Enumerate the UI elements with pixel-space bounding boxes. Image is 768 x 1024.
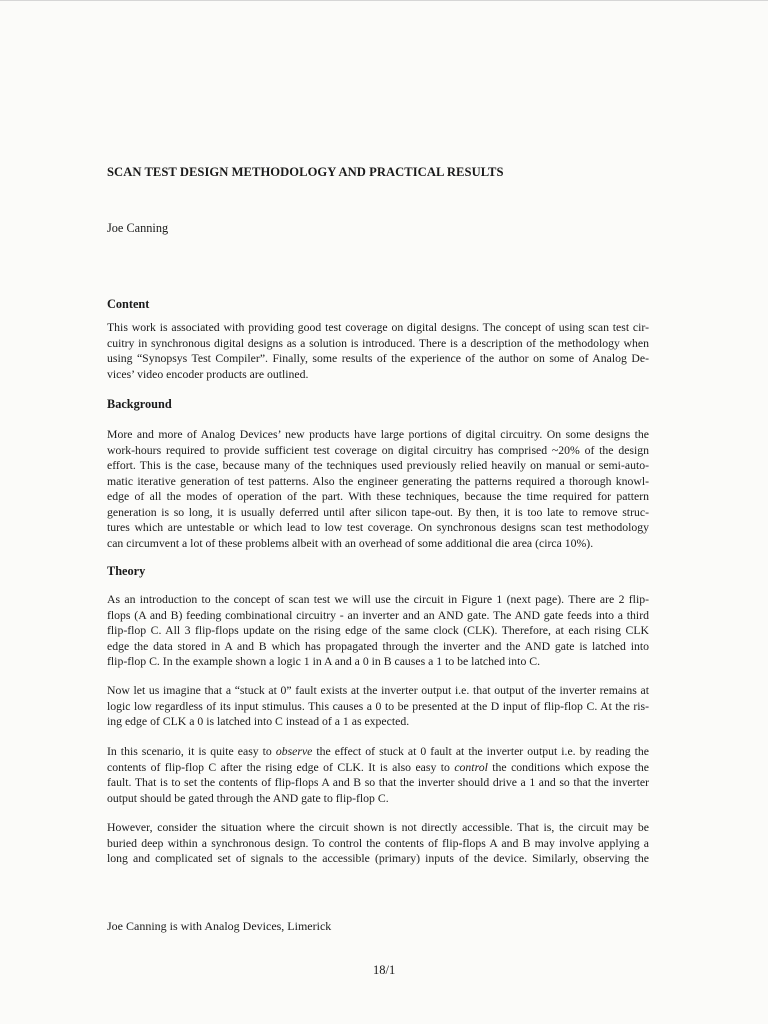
theory-paragraph-1 — [107, 592, 649, 670]
author-affiliation-footnote: Joe Canning is with Analog Devices, Limerick — [107, 919, 332, 933]
text-line: vices’ video encoder products are outlined. — [107, 367, 309, 381]
text-line: using “Synopsys Test Compiler”. Finally, some results of the experience of the author on some of Analog De- — [107, 352, 649, 365]
text-line: More and more of Analog Devices’ new products have large portions of digital circuitry. On some designs the — [107, 428, 649, 441]
text-line: As an introduction to the concept of scan test we will use the circuit in Figure 1 (next page). There are 2 flip- — [107, 593, 649, 606]
text-line — [107, 744, 649, 760]
text-line: flip-flop C. In the example shown a logic 1 in A and a 0 in B causes a 1 to be latched into C. — [107, 655, 541, 668]
text-line: edge of all the modes of operation of the part. With these techniques, because the time required for pattern — [107, 490, 649, 503]
text-line: flops (A and B) feeding combinational circuitry - an inverter and an AND gate. The AND gate feeds into a third — [107, 608, 649, 622]
text-line: This work is associated with providing good test coverage on digital designs. The concept of using scan test cir- — [107, 321, 649, 334]
text-line: can circumvent a lot of these problems albeit with an overhead of some additional die area (circa 10%). — [107, 536, 594, 550]
section-heading-content: Content — [107, 297, 150, 311]
emphasis-control: control — [454, 760, 488, 774]
content-paragraph — [107, 320, 649, 382]
text-line: generation is so long, it is usually deferred until after silicon tape-out. By then, it is too late to remove struc- — [107, 505, 649, 519]
text-line: output should be gated through the AND gate to flip-flop C. — [107, 791, 389, 805]
paper-author: Joe Canning — [107, 221, 169, 235]
text-line: flip-flop C. All 3 flip-flops update on the rising edge of the same clock (CLK). Therefore, at each rising CLK — [107, 624, 649, 637]
theory-paragraph-3 — [107, 744, 649, 806]
background-paragraph — [107, 427, 649, 551]
text-line: long and complicated set of signals to the accessible (primary) inputs of the device. Similarly, observing the — [107, 852, 649, 865]
text-line: edge the data stored in A and B which has propagated through the inverter and the AND gate is latched into — [107, 639, 649, 653]
text-run: the effect of stuck at 0 fault at the inverter output i.e. by reading the — [312, 745, 649, 758]
text-line: ing edge of CLK a 0 is latched into C instead of a 1 as expected. — [107, 715, 410, 728]
theory-paragraph-4 — [107, 820, 649, 867]
theory-paragraph-2 — [107, 683, 649, 730]
section-heading-theory: Theory — [107, 564, 146, 578]
text-line: Now let us imagine that a “stuck at 0” fault exists at the inverter output i.e. that output of the inverter remains at — [107, 684, 649, 697]
text-line: cuitry in synchronous digital designs as a solution is introduced. There is a description of the methodology when — [107, 336, 649, 350]
text-line: buried deep within a synchronous design. To control the contents of flip-flops A and B may involve applying a — [107, 836, 649, 850]
text-run: contents of flip-flop C after the rising edge of CLK. It is also easy to — [107, 760, 455, 774]
page-number: 18/1 — [373, 963, 396, 977]
section-heading-background: Background — [107, 397, 172, 411]
text-line: However, consider the situation where the circuit shown is not directly accessible. That is, the circuit may be — [107, 821, 649, 834]
text-run: the conditions which expose the — [487, 760, 649, 774]
text-line: matic iterative generation of test patterns. Also the engineer generating the patterns required a thorough knowl- — [107, 474, 649, 488]
text-line: logic low regardless of its input stimulus. This causes a 0 to be presented at the D input of flip-flop C. At the ris- — [107, 699, 649, 713]
text-line — [107, 760, 649, 776]
emphasis-observe: observe — [275, 745, 313, 758]
text-line: tures which are untestable or which lead to low test coverage. On synchronous designs scan test methodology — [107, 521, 649, 534]
text-line: effort. This is the case, because many of the techniques used previously relied heavily on manual or semi-auto- — [107, 459, 649, 472]
text-run: In this scenario, it is quite easy to — [107, 745, 276, 758]
paper-title: SCAN TEST DESIGN METHODOLOGY AND PRACTICAL RESULTS — [107, 165, 504, 179]
text-line: work-hours required to provide sufficient test coverage on digital circuitry has comprised ~20% of the design — [107, 443, 649, 457]
text-line: fault. That is to set the contents of flip-flops A and B so that the inverter should drive a 1 and so that the inverter — [107, 776, 649, 789]
scan-top-edge — [0, 0, 768, 1]
